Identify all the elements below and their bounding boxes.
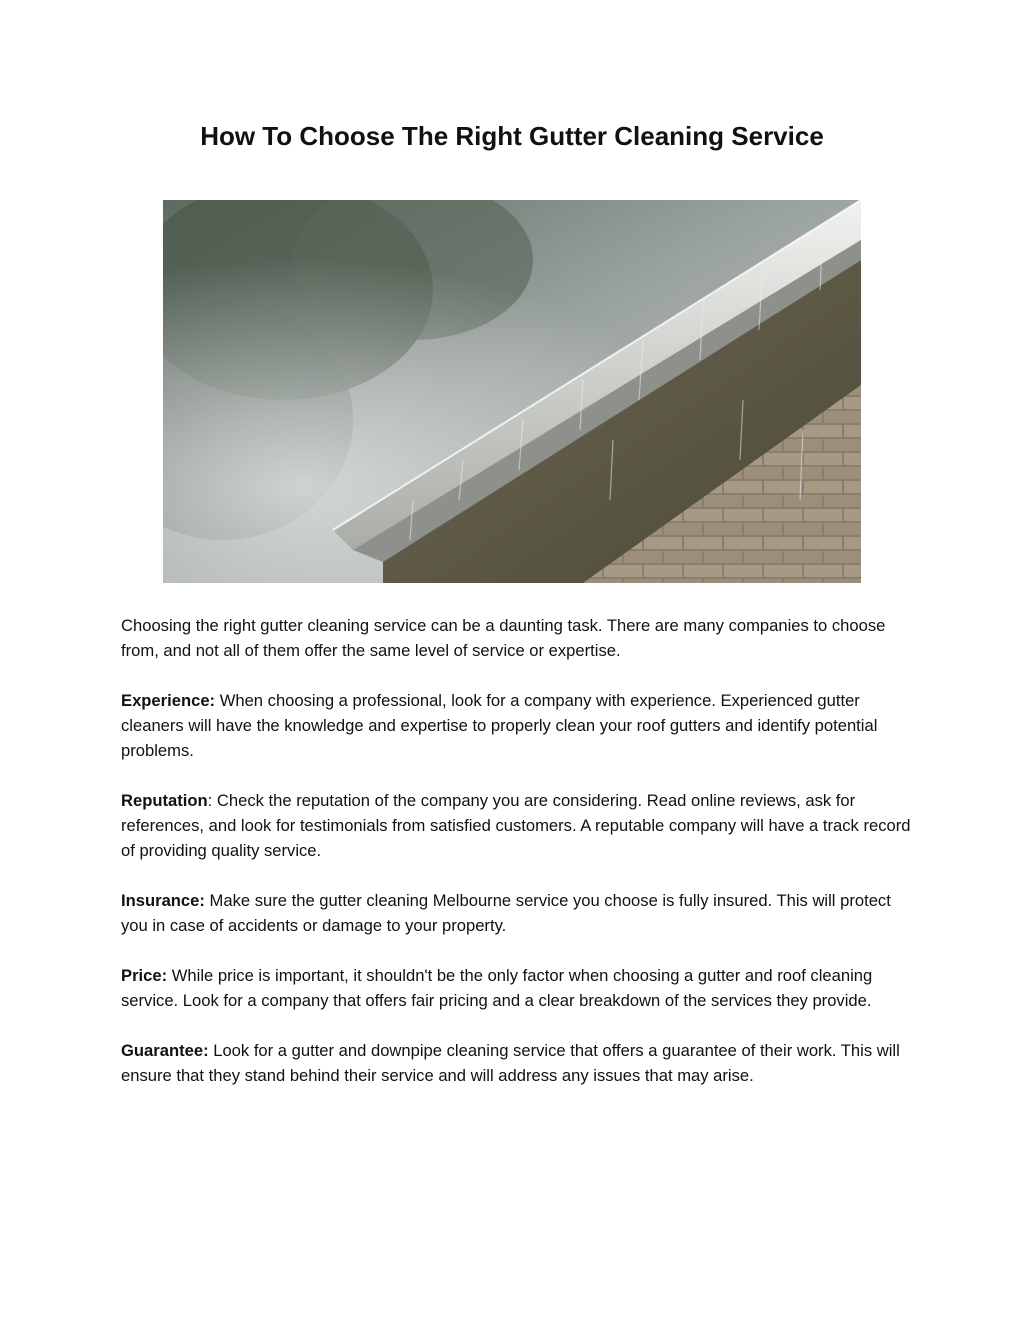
insurance-text: Make sure the gutter cleaning Melbourne service you choose is fully insured. This will protect you in case of accidents or damage to your property. — [121, 891, 891, 935]
gutter-rain-photo — [163, 200, 861, 583]
insurance-paragraph — [121, 888, 911, 938]
intro-paragraph: Choosing the right gutter cleaning service can be a daunting task. There are many companies to choose from, and not all of them offer the same level of service or expertise. — [121, 616, 886, 660]
experience-paragraph — [121, 688, 911, 763]
reputation-text: : Check the reputation of the company you are considering. Read online reviews, ask for references, and look for testimonials from satisfied customers. A reputable company will have a track record of providing quality service. — [121, 791, 911, 860]
price-paragraph — [121, 963, 911, 1013]
gutter-rain-illustration — [163, 200, 861, 583]
reputation-paragraph — [121, 788, 911, 863]
guarantee-paragraph — [121, 1038, 911, 1088]
insurance-label: Insurance: — [121, 891, 205, 910]
price-text: While price is important, it shouldn't be the only factor when choosing a gutter and roof cleaning service. Look for a company that offers fair pricing and a clear breakdown of the services they provide. — [121, 966, 873, 1010]
price-label: Price: — [121, 966, 168, 985]
reputation-label: Reputation — [121, 791, 208, 810]
page-title: How To Choose The Right Gutter Cleaning Service — [200, 121, 824, 151]
experience-text: When choosing a professional, look for a company with experience. Experienced gutter cleaners will have the knowledge and expertise to properly clean your roof gutters and identify potential problems. — [121, 691, 878, 760]
guarantee-label: Guarantee: — [121, 1041, 209, 1060]
article-body — [121, 613, 911, 1113]
guarantee-text: Look for a gutter and downpipe cleaning service that offers a guarantee of their work. This will ensure that they stand behind their service and will address any issues that may arise. — [121, 1041, 900, 1085]
experience-label: Experience: — [121, 691, 216, 710]
